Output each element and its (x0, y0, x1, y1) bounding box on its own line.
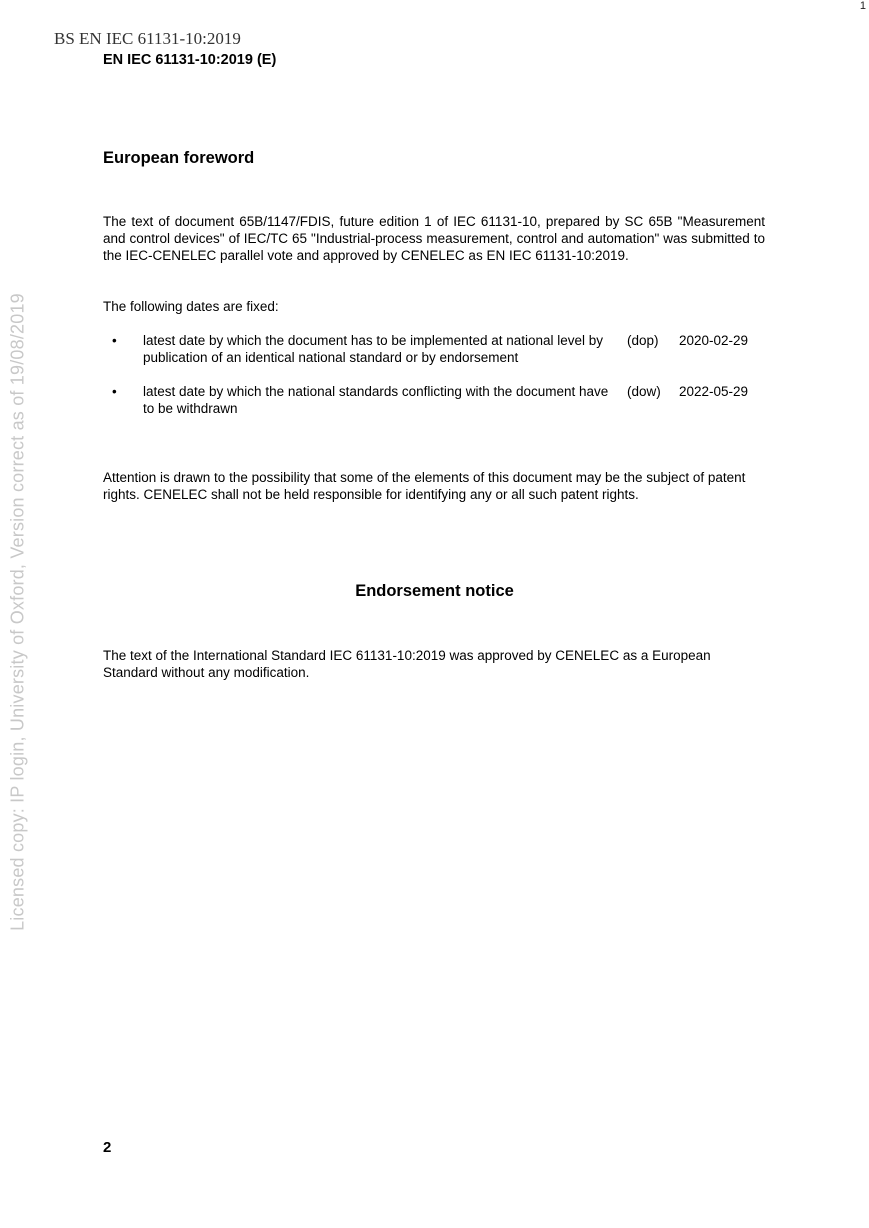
foreword-intro-paragraph: The text of document 65B/1147/FDIS, future edition 1 of IEC 61131-10, prepared by SC 65B "Measurement and control devices" of IEC/TC 65 "Industrial-process measurement, control and automation" was submitted to the IEC-CENELEC parallel vote and approved by CENELEC as EN IEC 61131-10:2019. (103, 214, 765, 263)
license-watermark: Licensed copy: IP login, University of Oxford, Version correct as of 19/08/2019 (7, 293, 28, 931)
date-value: 2020-02-29 (679, 333, 749, 348)
bs-standard-reference: BS EN IEC 61131-10:2019 (54, 29, 241, 48)
dates-intro: The following dates are fixed: (103, 299, 279, 314)
date-description: latest date by which the national standards conflicting with the document have to be withdrawn (143, 384, 609, 416)
bullet: • (112, 333, 117, 348)
date-description: latest date by which the document has to be implemented at national level by publication of an identical national standard or by endorsement (143, 333, 604, 365)
en-standard-reference: EN IEC 61131-10:2019 (E) (103, 52, 277, 68)
endorsement-paragraph: The text of the International Standard IEC 61131-10:2019 was approved by CENELEC as a European Standard without any modification. (103, 648, 711, 680)
corner-page-number: 1 (859, 0, 866, 12)
page-number: 2 (103, 1139, 112, 1156)
foreword-heading: European foreword (103, 149, 255, 167)
bullet: • (112, 384, 117, 399)
patent-attention-paragraph: Attention is drawn to the possibility that some of the elements of this document may be the subject of patent rights. CENELEC shall not be held responsible for identifying any or all such patent rights. (103, 470, 746, 502)
date-abbreviation: (dop) (627, 333, 659, 348)
date-value: 2022-05-29 (679, 384, 749, 399)
endorsement-heading: Endorsement notice (355, 582, 514, 600)
date-abbreviation: (dow) (627, 384, 661, 399)
